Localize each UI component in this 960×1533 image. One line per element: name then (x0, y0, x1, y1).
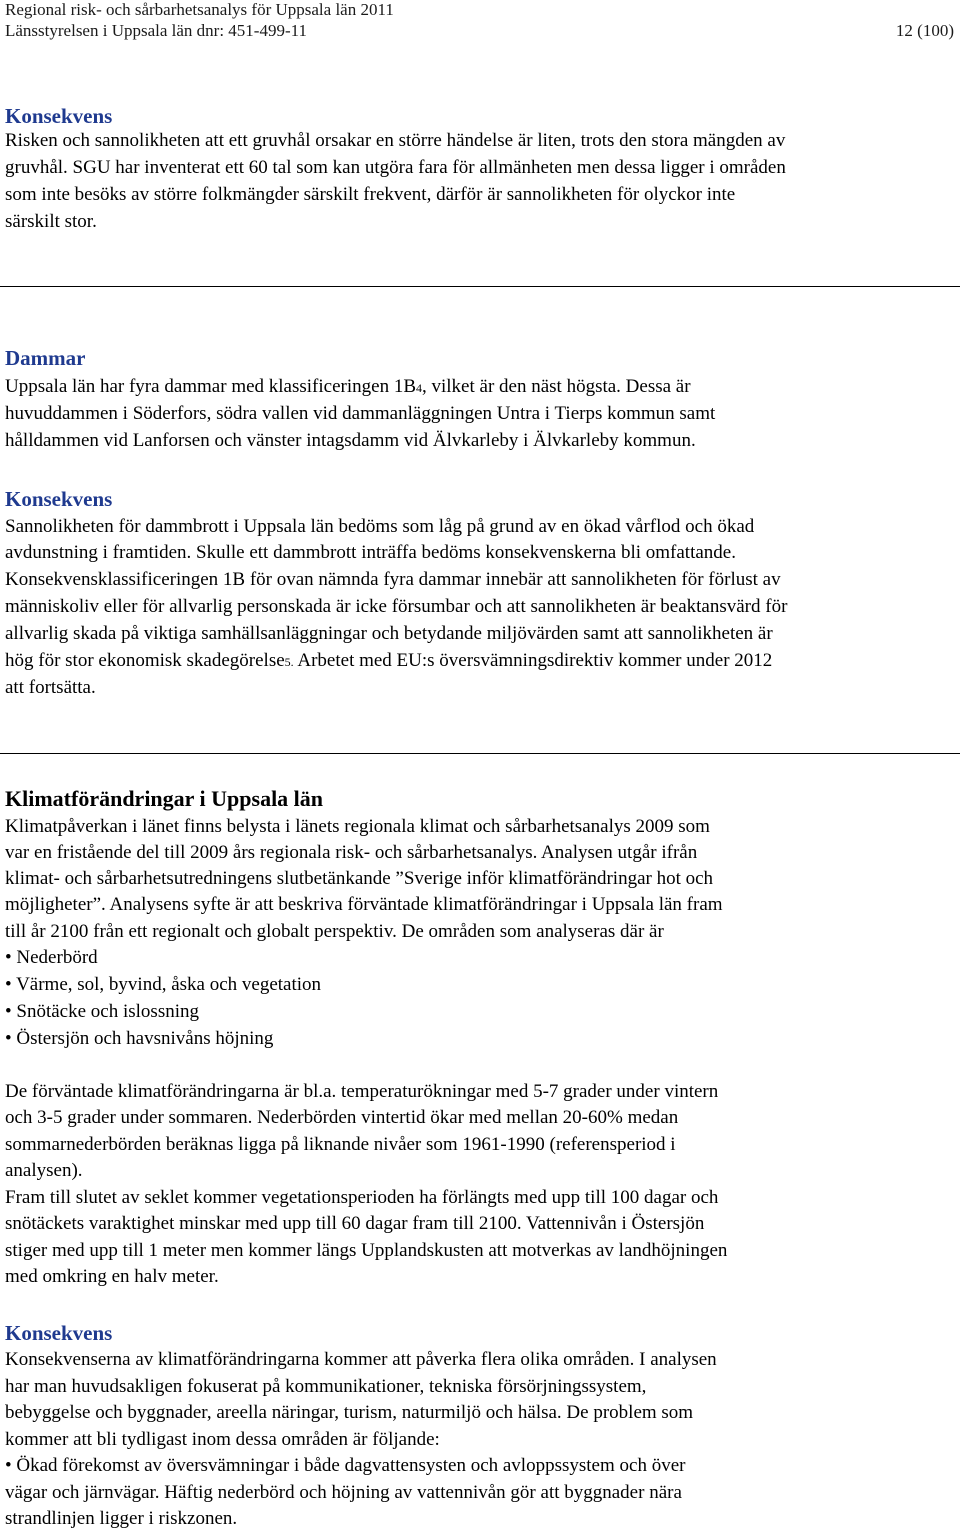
text-line (5, 377, 691, 396)
text-line: sommarnederbörden beräknas ligga på liknande nivåer som 1961-1990 (referensperiod i (5, 1134, 676, 1155)
section-heading-klimat: Klimatförändringar i Uppsala län (5, 786, 324, 811)
section-divider (0, 286, 960, 287)
text-line: med omkring en halv meter. (5, 1266, 219, 1287)
text-line: var en fristående del till 2009 års regionala risk- och sårbarhetsanalys. Analysen utgår ifrån (5, 842, 698, 863)
text-line: att fortsätta. (5, 677, 96, 698)
text-line: allvarlig skada på viktiga samhällsanläggningar och betydande miljövärden samt att sannolikheten är (5, 623, 773, 644)
text-fragment: Arbetet med EU:s översvämningsdirektiv kommer under 2012 (293, 650, 773, 671)
text-line: klimat- och sårbarhetsutredningens slutbetänkande ”Sverige inför klimatförändringar hot och (5, 868, 714, 889)
text-line: Sannolikheten för dammbrott i Uppsala län bedöms som låg på grund av en ökad vårflod och ökad (5, 516, 755, 537)
section-heading-dammar: Dammar (5, 346, 86, 370)
text-fragment: hög för stor ekonomisk skadegörelse (5, 650, 285, 671)
text-line: avdunstning i framtiden. Skulle ett dammbrott inträffa bedöms konsekvenskerna bli omfattande. (5, 542, 736, 563)
page-number: 12 (100) (895, 21, 954, 40)
footnote-ref: 4 (416, 381, 422, 395)
text-line: hålldammen vid Lanforsen och vänster intagsdamm vid Älvkarleby i Älvkarleby kommun. (5, 430, 696, 451)
list-item-text: Östersjön och havsnivåns höjning (16, 1028, 274, 1049)
text-line: Konsekvenserna av klimatförändringarna kommer att påverka flera olika områden. I analysen (5, 1349, 717, 1370)
list-item-text: Ökad förekomst av översvämningar i både dagvattensysten och avloppssystem och över (16, 1455, 686, 1476)
text-fragment: , vilket är den näst högsta. Dessa är (422, 376, 691, 397)
text-line: till år 2100 från ett regionalt och globalt perspektiv. De områden som analyseras där är (5, 921, 664, 942)
text-line: analysen). (5, 1160, 83, 1181)
text-line: gruvhål. SGU har inventerat ett 60 tal som kan utgöra fara för allmänheten men dessa ligger i områden (5, 157, 786, 178)
list-item-text: Nederbörd (16, 947, 98, 968)
text-line: De förväntade klimatförändringarna är bl.a. temperaturökningar med 5-7 grader under vintern (5, 1081, 719, 1102)
list-item: • Värme, sol, byvind, åska och vegetation (5, 974, 322, 995)
list-item: • Snötäcke och islossning (5, 1001, 200, 1022)
list-item: • Ökad förekomst av översvämningar i både dagvattensysten och avloppssystem och över (5, 1455, 686, 1476)
text-line: Risken och sannolikheten att ett gruvhål orsakar en större händelse är liten, trots den stora mängden av (5, 130, 786, 151)
text-line: möjligheter”. Analysens syfte är att beskriva förväntade klimatförändringar i Uppsala län fram (5, 894, 723, 915)
text-line: har man huvudsakligen fokuserat på kommunikationer, tekniska försörjningssystem, (5, 1376, 647, 1397)
footnote-ref: 5. (284, 655, 294, 669)
text-line: huvuddammen i Söderfors, södra vallen vid dammanläggningen Untra i Tierps kommun samt (5, 403, 716, 424)
text-line: och 3-5 grader under sommaren. Nederbörden vintertid ökar med mellan 20-60% medan (5, 1107, 679, 1128)
doc-header-title: Regional risk- och sårbarhetsanalys för Uppsala län 2011 (5, 0, 394, 19)
text-line: kommer att bli tydligast inom dessa områden är följande: (5, 1429, 440, 1450)
text-line: Fram till slutet av seklet kommer vegetationsperioden ha förlängts med upp till 100 dagar och (5, 1187, 719, 1208)
list-item-text: Snötäcke och islossning (16, 1001, 200, 1022)
doc-header-org: Länsstyrelsen i Uppsala län dnr: 451-499-11 (5, 21, 307, 40)
text-line: människoliv eller för allvarlig personskada är icke försumbar och att sannolikheten är beaktansvärd för (5, 596, 788, 617)
list-item: • Östersjön och havsnivåns höjning (5, 1028, 274, 1049)
list-item-text: Värme, sol, byvind, åska och vegetation (16, 974, 322, 995)
list-item: • Nederbörd (5, 947, 98, 968)
text-line (5, 651, 772, 670)
text-line: särskilt stor. (5, 211, 97, 232)
text-line: Klimatpåverkan i länet finns belysta i länets regionala klimat och sårbarhetsanalys 2009 som (5, 816, 710, 837)
text-line: Konsekvensklassificeringen 1B för ovan nämnda fyra dammar innebär att sannolikheten för förlust av (5, 569, 781, 590)
section-heading-konsekvens-3: Konsekvens (5, 1321, 113, 1345)
text-line: som inte besöks av större folkmängder särskilt frekvent, därför är sannolikheten för olyckor inte (5, 184, 736, 205)
section-heading-konsekvens-2: Konsekvens (5, 487, 113, 511)
section-divider (0, 753, 960, 754)
text-line: stiger med upp till 1 meter men kommer längs Upplandskusten att motverkas av landhöjningen (5, 1240, 728, 1261)
text-line: strandlinjen ligger i riskzonen. (5, 1508, 238, 1529)
text-fragment: Uppsala län har fyra dammar med klassificeringen 1B (5, 376, 416, 397)
text-line: vägar och järnvägar. Häftig nederbörd och höjning av vattennivån gör att byggnader nära (5, 1482, 682, 1503)
text-line: snötäckets varaktighet minskar med upp till 60 dagar fram till 2100. Vattennivån i Östersjön (5, 1213, 705, 1234)
text-line: bebyggelse och byggnader, areella näringar, turism, naturmiljö och hälsa. De problem som (5, 1402, 694, 1423)
section-heading-konsekvens-1: Konsekvens (5, 104, 113, 128)
